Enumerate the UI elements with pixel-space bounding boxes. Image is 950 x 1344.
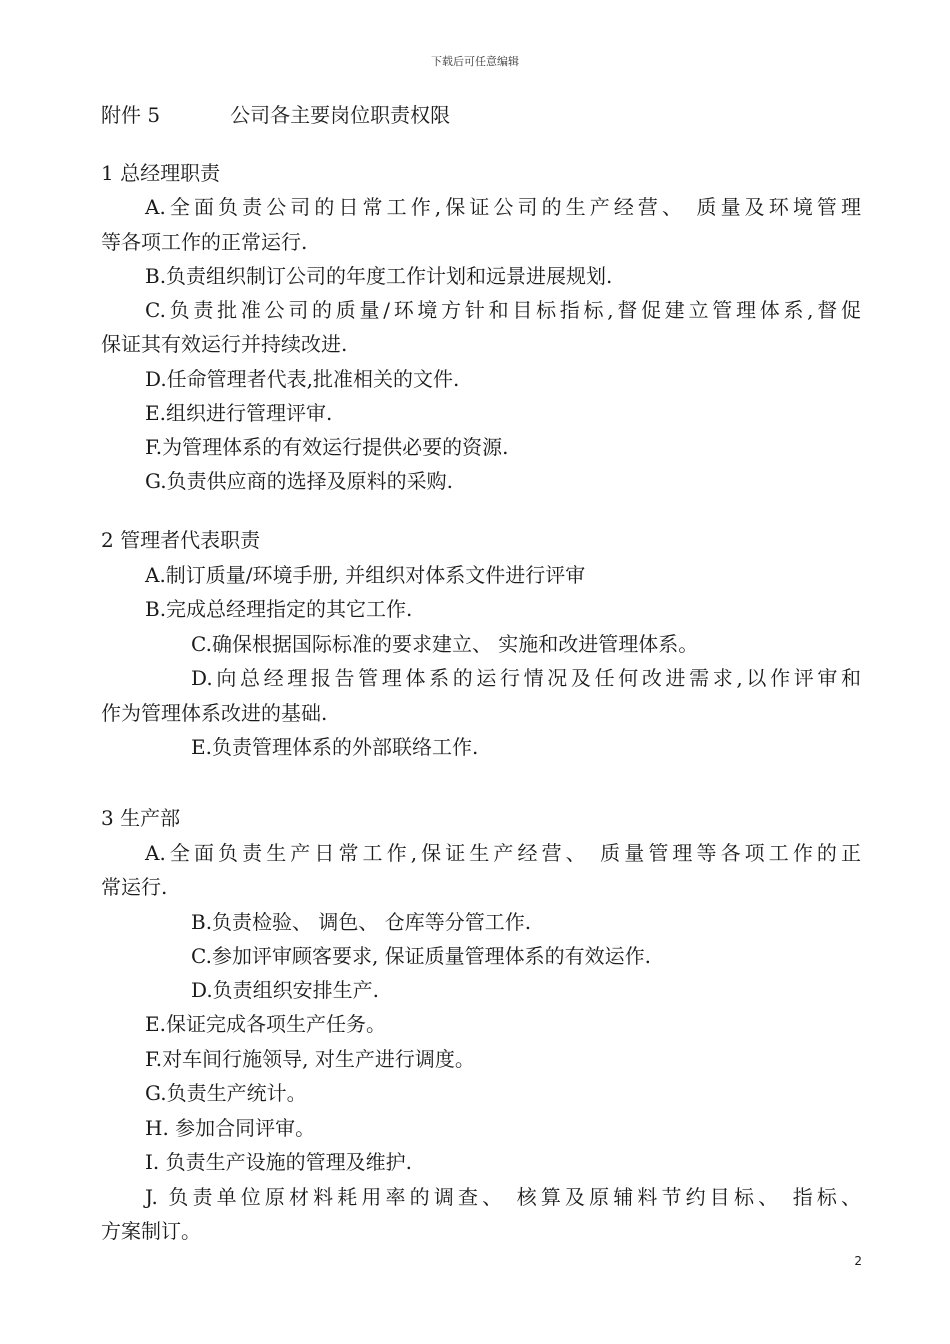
- duty-item: F.为管理体系的有效运行提供必要的资源.: [145, 435, 509, 459]
- duty-item: B.完成总经理指定的其它工作.: [145, 597, 413, 621]
- page-number: 2: [854, 1254, 862, 1268]
- duty-item-continued: 作为管理体系改进的基础.: [101, 701, 328, 725]
- duty-item: J. 负责单位原材料耗用率的调查、 核算及原辅料节约目标、 指标、: [145, 1185, 861, 1209]
- duty-item: D.负责组织安排生产.: [191, 978, 380, 1002]
- duty-item: C.参加评审顾客要求, 保证质量管理体系的有效运作.: [191, 944, 652, 968]
- duty-item: G.负责生产统计。: [145, 1081, 307, 1105]
- duty-item: A.全面负责生产日常工作,保证生产经营、 质量管理等各项工作的正: [145, 841, 861, 865]
- duty-item: E.负责管理体系的外部联络工作.: [191, 735, 479, 759]
- duty-item: G.负责供应商的选择及原料的采购.: [145, 469, 453, 493]
- duty-item-continued: 保证其有效运行并持续改进.: [101, 332, 348, 356]
- duty-item: C.确保根据国际标准的要求建立、 实施和改进管理体系。: [191, 632, 699, 656]
- section-heading: 2 管理者代表职责: [101, 528, 261, 552]
- document-title-line: [101, 99, 450, 128]
- duty-item-continued: 常运行.: [101, 875, 168, 899]
- duty-item-continued: 等各项工作的正常运行.: [101, 230, 308, 254]
- header-note: 下载后可任意编辑: [431, 55, 519, 68]
- duty-item: D.向总经理报告管理体系的运行情况及任何改进需求,以作评审和: [191, 666, 861, 690]
- duty-item: C.负责批准公司的质量/环境方针和目标指标,督促建立管理体系,督促: [145, 298, 861, 322]
- duty-item: B.负责检验、 调色、 仓库等分管工作.: [191, 910, 532, 934]
- duty-item: A.全面负责公司的日常工作,保证公司的生产经营、 质量及环境管理: [145, 195, 861, 219]
- attachment-label: 附件 5: [101, 103, 161, 127]
- duty-item: H. 参加合同评审。: [145, 1116, 316, 1140]
- document-title: 公司各主要岗位职责权限: [230, 103, 451, 127]
- duty-item: B.负责组织制订公司的年度工作计划和远景进展规划.: [145, 264, 613, 288]
- duty-item: F.对车间行施领导, 对生产进行调度。: [145, 1047, 475, 1071]
- duty-item: D.任命管理者代表,批准相关的文件.: [145, 367, 460, 391]
- duty-item: E.组织进行管理评审.: [145, 401, 333, 425]
- section-heading: 3 生产部: [101, 806, 181, 830]
- duty-item: A.制订质量/环境手册, 并组织对体系文件进行评审: [145, 563, 586, 587]
- duty-item-continued: 方案制订。: [101, 1219, 201, 1243]
- duty-item: I. 负责生产设施的管理及维护.: [145, 1150, 412, 1174]
- section-heading: 1 总经理职责: [101, 161, 221, 185]
- duty-item: E.保证完成各项生产任务。: [145, 1012, 386, 1036]
